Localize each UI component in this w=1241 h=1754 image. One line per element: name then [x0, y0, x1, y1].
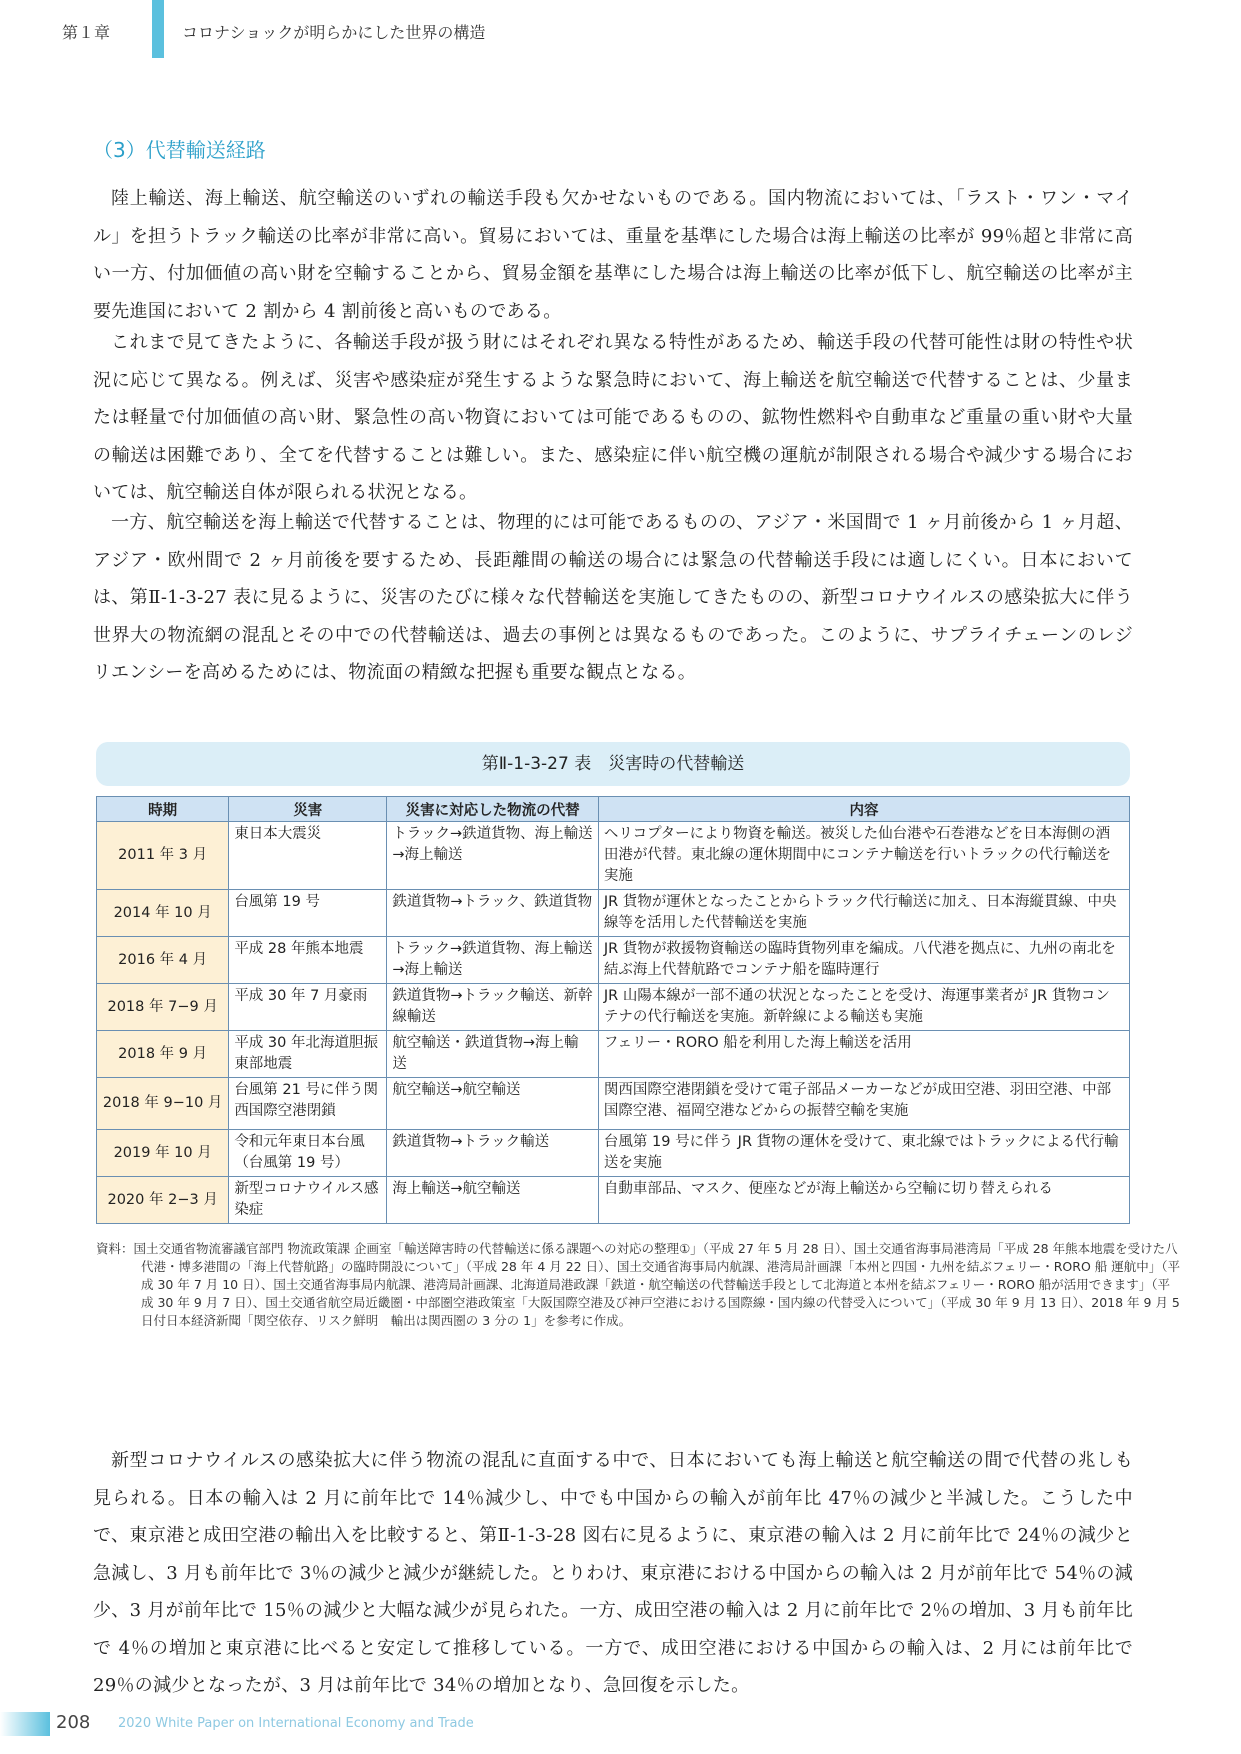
- page-number: 208: [56, 1712, 91, 1733]
- table-row: [97, 1078, 1130, 1130]
- cell-alt-logistics: 航空輸送・鉄道貨物→海上輸送: [387, 1031, 599, 1078]
- disaster-alt-transport-table: [96, 796, 1130, 1224]
- footer-accent-bar: [0, 1712, 50, 1736]
- cell-alt-logistics: トラック→鉄道貨物、海上輸送→海上輸送: [387, 822, 599, 890]
- cell-content: ヘリコプターにより物資を輸送。被災した仙台港や石巻港などを日本海側の酒田港が代替。東北線の運休期間中にコンテナ輸送を行いトラックの代行輸送を実施: [598, 822, 1129, 890]
- cell-content: JR 貨物が救援物資輸送の臨時貨物列車を編成。八代港を拠点に、九州の南北を結ぶ海上代替航路でコンテナ船を臨時運行: [598, 937, 1129, 984]
- cell-disaster: 台風第 19 号: [229, 890, 387, 937]
- table-source-note: 資料：国土交通省物流審議官部門 物流政策課 企画室「輸送障害時の代替輸送に係る課題への対応の整理①」（平成 27 年 5 月 28 日）、国土交通省海事局港湾局「平成 28 年熊本地震を受けた八代港・博多港間の「海上代替航路」の臨時開設について」（平成 28 年 4 月 22 日）、国土交通省海事局内航課、港湾局計画課「本州と四国・九州を結ぶフェリー・RORO 船 運航中」（平成 30 年 7 月 10 日）、国土交通省海事局内航課、港湾局計画課、北海道局港政課「鉄道・航空輸送の代替輸送手段として北海道と本州を結ぶフェリー・RORO 船が活用できます」（平成 30 年 9 月 7 日）、国土交通省航空局近畿圏・中部圏空港政策室「大阪国際空港及び神戸空港における国際線・国内線の代替受入について」（平成 30 年 9 月 13 日）、2018 年 9 月 5 日付日本経済新聞「関空依存、リスク鮮明 輸出は関西圏の 3 分の 1」を参考に作成。: [96, 1241, 1180, 1328]
- cell-disaster: 令和元年東日本台風（台風第 19 号）: [229, 1130, 387, 1177]
- cell-period: 2014 年 10 月: [97, 890, 229, 937]
- cell-disaster: 台風第 21 号に伴う関西国際空港閉鎖: [229, 1078, 387, 1130]
- table-row: [97, 822, 1130, 890]
- cell-period: 2019 年 10 月: [97, 1130, 229, 1177]
- cell-period: 2016 年 4 月: [97, 937, 229, 984]
- cell-period: 2018 年 7−9 月: [97, 984, 229, 1031]
- header-alt-logistics: 災害に対応した物流の代替: [387, 797, 599, 822]
- cell-alt-logistics: 鉄道貨物→トラック輸送: [387, 1130, 599, 1177]
- table-row: [97, 1177, 1130, 1224]
- cell-content: 自動車部品、マスク、便座などが海上輸送から空輸に切り替えられる: [598, 1177, 1129, 1224]
- cell-content: フェリー・RORO 船を利用した海上輸送を活用: [598, 1031, 1129, 1078]
- body-paragraph: これまで見てきたように、各輸送手段が扱う財にはそれぞれ異なる特性があるため、輸送手段の代替可能性は財の特性や状況に応じて異なる。例えば、災害や感染症が発生するような緊急時において、海上輸送を航空輸送で代替することは、少量または軽量で付加価値の高い財、緊急性の高い物資においては可能であるものの、鉱物性燃料や自動車など重量の重い財や大量の輸送は困難であり、全てを代替することは難しい。また、感染症に伴い航空機の運航が制限される場合や減少する場合においては、航空輸送自体が限られる状況となる。: [93, 332, 1133, 503]
- table-row: [97, 937, 1130, 984]
- table-row: [97, 1130, 1130, 1177]
- cell-disaster: 平成 30 年 7 月豪雨: [229, 984, 387, 1031]
- cell-alt-logistics: 鉄道貨物→トラック、鉄道貨物: [387, 890, 599, 937]
- cell-content: JR 山陽本線が一部不通の状況となったことを受け、海運事業者が JR 貨物コンテナの代行輸送を実施。新幹線による輸送も実施: [598, 984, 1129, 1031]
- table-row: [97, 1031, 1130, 1078]
- body-paragraph: 新型コロナウイルスの感染拡大に伴う物流の混乱に直面する中で、日本においても海上輸送と航空輸送の間で代替の兆しも見られる。日本の輸入は 2 月に前年比で 14％減少し、中でも中国からの輸入が前年比 47％の減少と半減した。こうした中で、東京港と成田空港の輸出入を比較すると、第Ⅱ-1-3-28 図右に見るように、東京港の輸入は 2 月に前年比で 24％の減少と急減し、3 月も前年比で 3％の減少と減少が継続した。とりわけ、東京港における中国からの輸入は 2 月が前年比で 54％の減少、3 月が前年比で 15％の減少と大幅な減少が見られた。一方、成田空港の輸入は 2 月に前年比で 2％の増加、3 月も前年比で 4％の増加と東京港に比べると安定して推移している。一方で、成田空港における中国からの輸入は、2 月には前年比で 29％の減少となったが、3 月は前年比で 34％の増加となり、急回復を示した。: [93, 1450, 1133, 1696]
- cell-disaster: 平成 30 年北海道胆振東部地震: [229, 1031, 387, 1078]
- cell-disaster: 東日本大震災: [229, 822, 387, 890]
- cell-period: 2018 年 9−10 月: [97, 1078, 229, 1130]
- cell-content: JR 貨物が運休となったことからトラック代行輸送に加え、日本海縦貫線、中央線等を活用した代替輸送を実施: [598, 890, 1129, 937]
- header-accent-bar: [152, 0, 164, 58]
- header-disaster: 災害: [229, 797, 387, 822]
- body-paragraph: 陸上輸送、海上輸送、航空輸送のいずれの輸送手段も欠かせないものである。国内物流においては、「ラスト・ワン・マイル」を担うトラック輸送の比率が非常に高い。貿易においては、重量を基準にした場合は海上輸送の比率が 99％超と非常に高い一方、付加価値の高い財を空輸することから、貿易金額を基準にした場合は海上輸送の比率が低下し、航空輸送の比率が主要先進国において 2 割から 4 割前後と高いものである。: [93, 188, 1133, 322]
- table-row: [97, 984, 1130, 1031]
- cell-period: 2020 年 2−3 月: [97, 1177, 229, 1224]
- cell-alt-logistics: 航空輸送→航空輸送: [387, 1078, 599, 1130]
- cell-period: 2018 年 9 月: [97, 1031, 229, 1078]
- header-period: 時期: [97, 797, 229, 822]
- cell-content: 台風第 19 号に伴う JR 貨物の運休を受けて、東北線ではトラックによる代行輸送を実施: [598, 1130, 1129, 1177]
- cell-disaster: 新型コロナウイルス感染症: [229, 1177, 387, 1224]
- cell-alt-logistics: 海上輸送→航空輸送: [387, 1177, 599, 1224]
- cell-disaster: 平成 28 年熊本地震: [229, 937, 387, 984]
- section-heading: （3）代替輸送経路: [93, 138, 266, 162]
- cell-content: 関西国際空港閉鎖を受けて電子部品メーカーなどが成田空港、羽田空港、中部国際空港、福岡空港などからの振替空輸を実施: [598, 1078, 1129, 1130]
- chapter-title: コロナショックが明らかにした世界の構造: [182, 23, 486, 42]
- cell-period: 2011 年 3 月: [97, 822, 229, 890]
- cell-alt-logistics: 鉄道貨物→トラック輸送、新幹線輸送: [387, 984, 599, 1031]
- table-header-row: [97, 797, 1130, 822]
- cell-alt-logistics: トラック→鉄道貨物、海上輸送→海上輸送: [387, 937, 599, 984]
- body-paragraph: 一方、航空輸送を海上輸送で代替することは、物理的には可能であるものの、アジア・米国間で 1 ヶ月前後から 1 ヶ月超、アジア・欧州間で 2 ヶ月前後を要するため、長距離間の輸送の場合には緊急の代替輸送手段には適しにくい。日本においては、第Ⅱ-1-3-27 表に見るように、災害のたびに様々な代替輸送を実施してきたものの、新型コロナウイルスの感染拡大に伴う世界大の物流網の混乱とその中での代替輸送は、過去の事例とは異なるものであった。このように、サプライチェーンのレジリエンシーを高めるためには、物流面の精緻な把握も重要な観点となる。: [93, 512, 1133, 683]
- publication-title: 2020 White Paper on International Economy and Trade: [118, 1716, 474, 1731]
- table-row: [97, 890, 1130, 937]
- header-content: 内容: [598, 797, 1129, 822]
- table-caption: 第Ⅱ-1-3-27 表 災害時の代替輸送: [96, 742, 1130, 786]
- chapter-label: 第１章: [62, 23, 111, 42]
